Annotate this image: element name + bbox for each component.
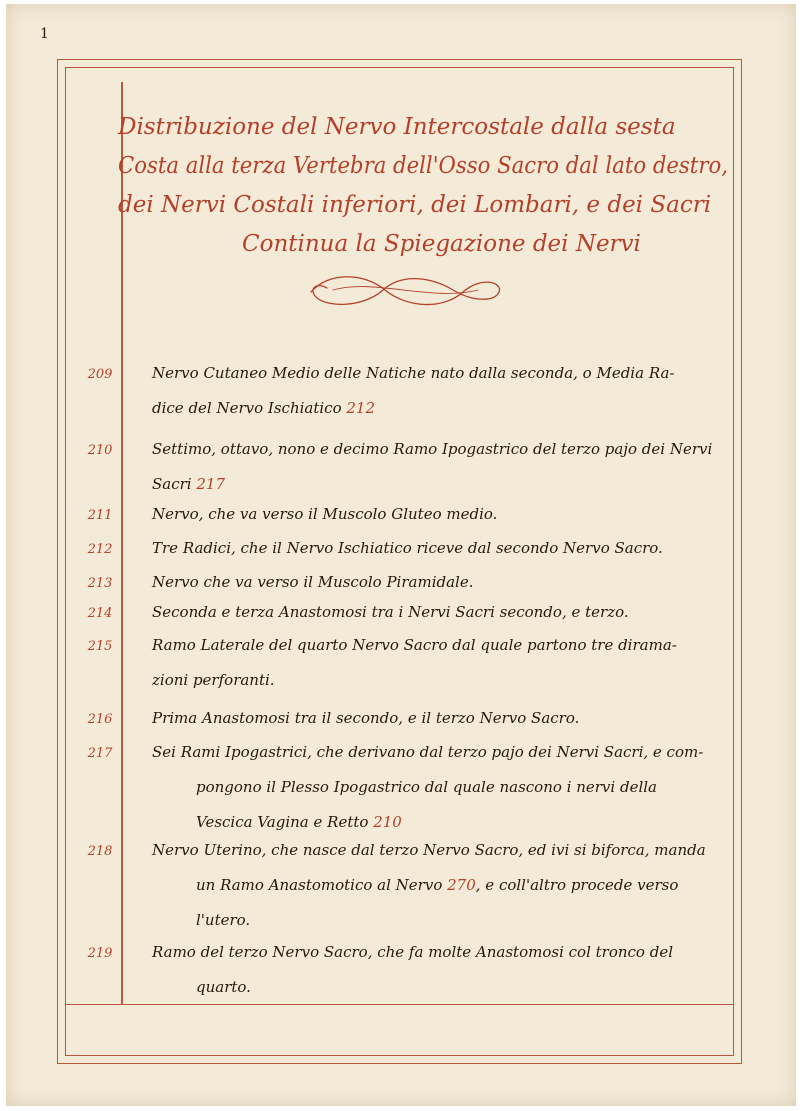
entry-text-line [152, 945, 673, 960]
entry-text: Ramo del terzo Nervo Sacro, che fa molte Anastomosi col tronco del [152, 943, 673, 961]
entry-text: Nervo Cutaneo Medio delle Natiche nato dalla seconda, o Media Ra- [152, 364, 675, 382]
cross-reference-number: 212 [346, 399, 376, 417]
entry-text-line [152, 745, 703, 760]
entry-text: Sacri [152, 475, 197, 493]
entry-text-line [152, 673, 275, 688]
entry-text: pongono il Plesso Ipogastrico dal quale nascono i nervi della [196, 778, 657, 796]
entry-text-line [196, 913, 250, 928]
entry-text-line [196, 980, 251, 995]
entry-text: Nervo Uterino, che nasce dal terzo Nervo Sacro, ed ivi si biforca, manda [152, 841, 706, 859]
decorative-flourish [303, 268, 508, 312]
entry-text-line [152, 541, 663, 556]
entry-number-216: 216 [87, 712, 113, 727]
entry-text: Seconda e terza Anastomosi tra i Nervi Sacri secondo, e terzo. [152, 603, 629, 621]
entry-text-line [152, 575, 473, 590]
page-number: 1 [40, 26, 49, 42]
entry-number-215: 215 [87, 639, 113, 654]
entry-text: Tre Radici, che il Nervo Ischiatico riceve dal secondo Nervo Sacro. [152, 539, 663, 557]
entry-text: Nervo che va verso il Muscolo Piramidale. [152, 573, 474, 591]
entry-text-line [196, 878, 678, 893]
entry-number-219: 219 [87, 946, 113, 961]
entry-text: Sei Rami Ipogastrici, che derivano dal terzo pajo dei Nervi Sacri, e com- [152, 743, 704, 761]
entry-text: l'utero. [196, 911, 251, 929]
cross-reference-number: 270 [447, 876, 476, 894]
entry-text-line [152, 605, 629, 620]
entry-text-line [196, 780, 657, 795]
left-margin-rule [121, 82, 123, 1004]
entry-text-line [152, 507, 497, 522]
title-line-2: Costa alla terza Vertebra dell'Osso Sacro dal lato destro, [118, 153, 728, 179]
entry-text-line [152, 711, 579, 726]
entry-number-211: 211 [87, 508, 113, 523]
title-line-1: Distribuzione del Nervo Intercostale dalla sesta [118, 114, 676, 140]
entry-text: Settimo, ottavo, nono e decimo Ramo Ipogastrico del terzo pajo dei Nervi [152, 440, 713, 458]
entry-number-212: 212 [87, 542, 113, 557]
entry-text: Nervo, che va verso il Muscolo Gluteo medio. [152, 505, 498, 523]
entry-number-210: 210 [87, 443, 113, 458]
entry-text: Prima Anastomosi tra il secondo, e il terzo Nervo Sacro. [152, 709, 580, 727]
cross-reference-number: 210 [373, 813, 402, 831]
entry-text-tail: , e coll'altro procede verso [475, 876, 679, 894]
entry-number-217: 217 [87, 746, 113, 761]
entry-text-line [152, 401, 375, 416]
entry-text: un Ramo Anastomotico al Nervo [196, 876, 448, 894]
entry-number-214: 214 [87, 606, 113, 621]
bottom-rule [65, 1004, 734, 1005]
entry-text: Ramo Laterale del quarto Nervo Sacro dal quale partono tre dirama- [152, 636, 677, 654]
entry-text: dice del Nervo Ischiatico [152, 399, 347, 417]
entry-text-line [152, 843, 706, 858]
entry-text-line [152, 477, 225, 492]
cross-reference-number: 217 [196, 475, 225, 493]
entry-text: zioni perforanti. [152, 671, 275, 689]
entry-number-218: 218 [87, 844, 113, 859]
entry-text-line [152, 638, 677, 653]
entry-number-213: 213 [87, 576, 113, 591]
entry-number-209: 209 [87, 367, 113, 382]
title-line-3: dei Nervi Costali inferiori, dei Lombari, e dei Sacri [118, 192, 712, 218]
title-line-4: Continua la Spiegazione dei Nervi [242, 231, 641, 257]
entry-text-line [152, 442, 712, 457]
entry-text-line [152, 366, 674, 381]
entry-text: Vescica Vagina e Retto [196, 813, 374, 831]
entry-text-line [196, 815, 402, 830]
entry-text: quarto. [196, 978, 251, 996]
